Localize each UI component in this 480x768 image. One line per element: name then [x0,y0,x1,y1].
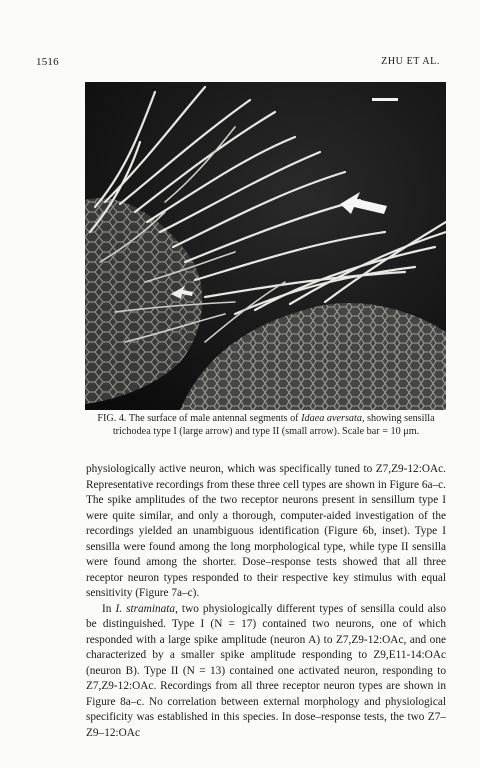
para2-lead: In [102,602,116,615]
para2-rest: , two physiologically different types of sensilla could also be distinguished. Type I (N = 17) contained two neurons, one of which responded with a large spike amplitude (neuron A) to Z7,Z9-12:OAc, and one characterized by a smaller spike amplitude responding to Z9,E11-14:OAc (neuron B). Type II (N = 13) contained one activated neuron, responding to Z7,Z9-12:OAc. Recordings from all three receptor neuron types are shown in Figure 8a–c. No correlation between external morphology and physiological specificity was established in this species. In dose–response tests, the two Z7–Z9–12:OAc [86,602,446,739]
figure-caption [86,412,446,438]
sem-micrograph [85,82,446,410]
page-number: 1516 [36,56,59,68]
micrograph-image [85,82,446,410]
body-text [86,462,446,741]
caption-text-2: , showing sensilla trichodea type I (large arrow) and type II (small arrow). Scale bar = 10 μm. [112,413,435,437]
page-header [36,56,440,70]
paragraph-1: physiologically active neuron, which was specifically tuned to Z7,Z9-12:OAc. Representative recordings from these three cell types are shown in Figure 6a–c. The spike amplitudes of the two receptor neurons present in sensillum type I were quite similar, and only a thorough, computer-aided investigation of the recordings yielded an unambiguous identification (Figure 6b, inset). Type I sensilla were found among the long morphological type, while type II sensilla were found among the shorter. Dose–response tests showed that all three receptor neuron types responded to their respective key stimulus with equal sensitivity (Figure 7a–c). [86,463,446,599]
para2-species: I. straminata [115,602,176,615]
caption-species: Idaea aversata [301,413,362,424]
paragraph-2 [86,602,446,742]
scale-bar [372,98,398,101]
figure-label: FIG. 4. [97,413,127,424]
caption-text-1: The surface of male antennal segments of [126,413,302,424]
running-head: ZHU ET AL. [381,56,440,67]
